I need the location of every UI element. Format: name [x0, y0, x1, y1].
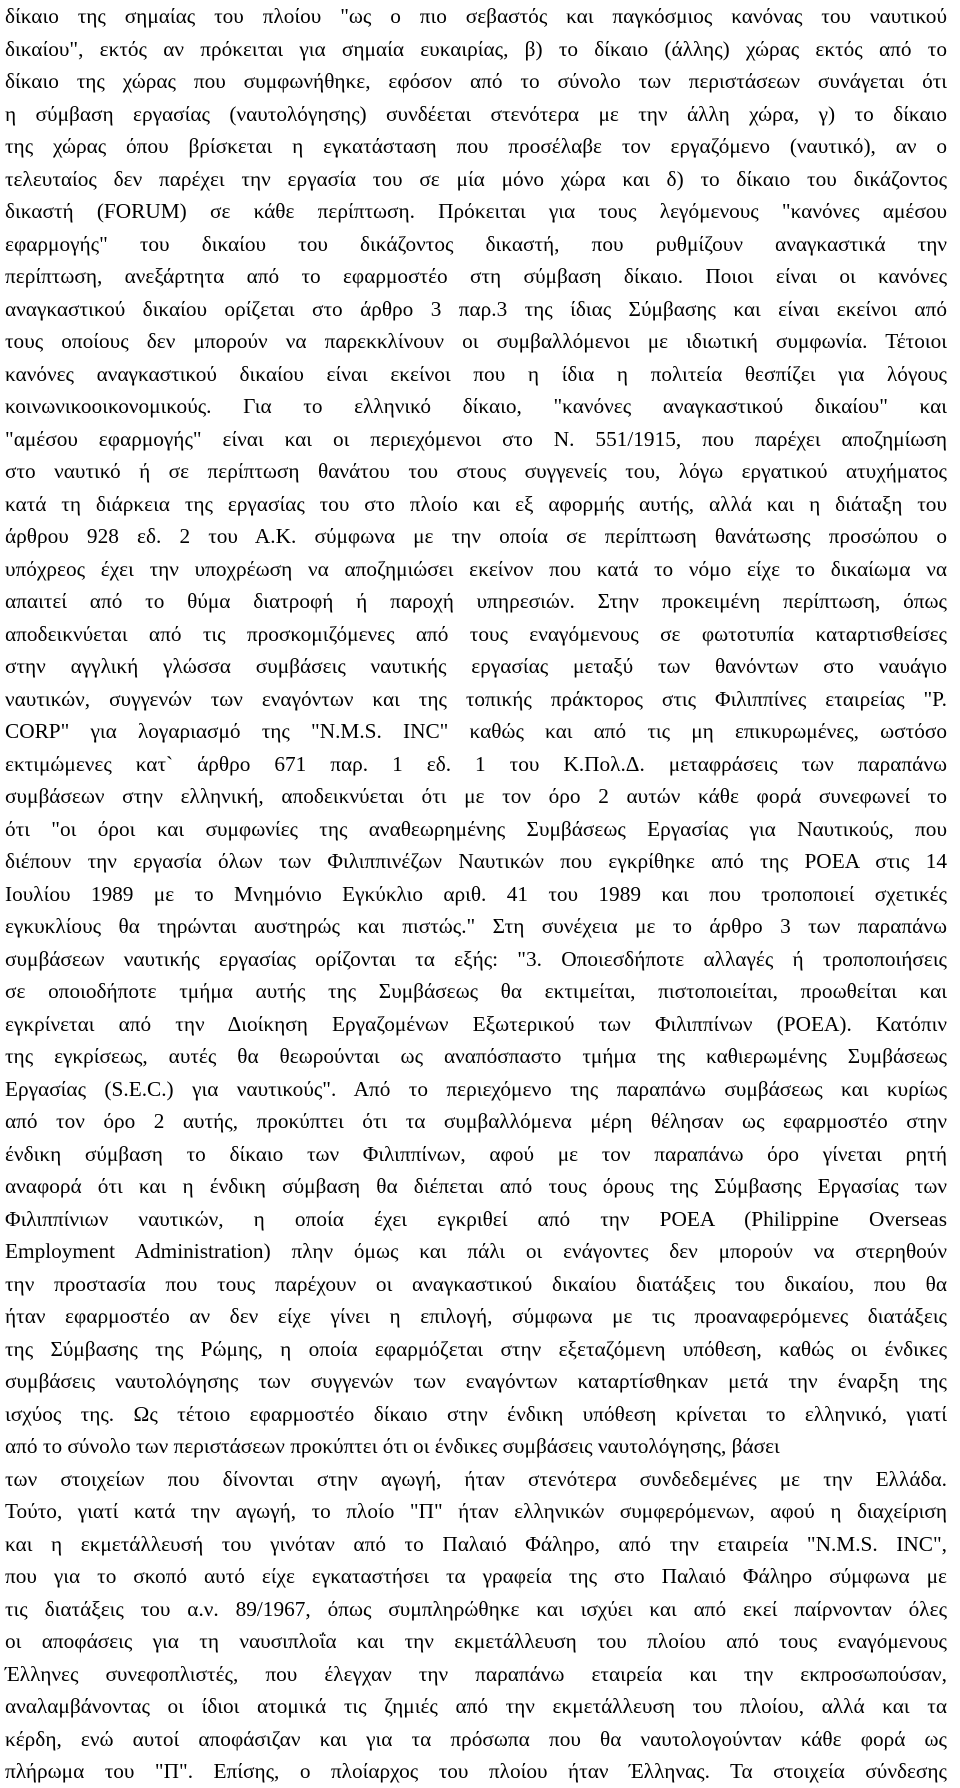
text-line: ήταν εφαρμοστέο αν δεν είχε γίνει η επιλογή, σύμφωνα με τις προαναφερόμενες διατάξεις — [5, 1304, 947, 1328]
text-line: δίκαιο της σημαίας του πλοίου "ως ο πιο σεβαστός και παγκόσμιος κανόνας του ναυτικού — [5, 4, 947, 28]
text-line: της εγκρίσεως, αυτές θα θεωρούνται ως αναπόσπαστο τμήμα της καθιερωμένης Συμβάσεως — [5, 1044, 947, 1068]
text-line: που για το σκοπό αυτό είχε εγκαταστήσει τα γραφεία της στο Παλαιό Φάληρο σύμφωνα με — [5, 1564, 947, 1588]
text-line: κατά τη διάρκεια της εργασίας του στο πλοίο και εξ αφορμής αυτής, αλλά και η διάταξη του — [5, 491, 947, 516]
text-line: Εργασίας (S.E.C.) για ναυτικούς". Από το περιεχόμενο της παραπάνω συμβάσεως και κυρίως — [5, 1076, 947, 1101]
text-line: εγκρίνεται από την Διοίκηση Εργαζομένων Εξωτερικού των Φιλιππίνων (ΡΟΕΑ). Κατόπιν — [5, 1011, 947, 1036]
text-line: η σύμβαση εργασίας (ναυτολόγησης) συνδέεται στενότερα με την άλλη χώρα, γ) το δίκαιο — [5, 101, 947, 126]
text-line: αναλαμβάνοντας οι ίδιοι ατομικά τις ζημιές από την εκμετάλλευση του πλοίου, αλλά και τα — [5, 1694, 947, 1718]
text-line: εγκυκλίους θα τηρώνται αυστηρώς και πιστώς." Στη συνέχεια με το άρθρο 3 των παραπάνω — [5, 914, 947, 938]
text-line: σε οποιοδήποτε τμήμα αυτής της Συμβάσεως θα εκτιμείται, πιστοποιείται, προωθείται και — [5, 979, 947, 1003]
text-line: ναυτικών, συγγενών των εναγόντων και της τοπικής πράκτορος στις Φιλιππίνες εταιρείας "Ρ. — [5, 686, 947, 711]
text-line: δικαίου", εκτός αν πρόκειται για σημαία ευκαιρίας, β) το δίκαιο (άλλης) χώρας εκτός από το — [5, 36, 947, 61]
text-line: διέπουν την εργασία όλων των Φιλιππινέζων Ναυτικών που εγκρίθηκε από της ΡΟΕΑ στις 14 — [5, 849, 947, 873]
text-line: κοινωνικοοικονομικούς. Για το ελληνικό δίκαιο, "κανόνες αναγκαστικού δικαίου" και — [5, 394, 947, 418]
text-line: δικαστή (FORUM) σε κάθε περίπτωση. Πρόκειται για τους λεγόμενους "κανόνες αμέσου — [5, 199, 947, 223]
text-line: κέρδη, ενώ αυτοί αποφάσιζαν και για τα πρόσωπα που θα ναυτολογούνταν κάθε φορά ως — [5, 1726, 947, 1751]
text-line: της Σύμβασης της Ρώμης, η οποία εφαρμόζεται στην εξεταζόμενη υπόθεση, καθώς οι ένδικες — [5, 1336, 947, 1361]
text-line: κανόνες αναγκαστικού δικαίου είναι εκείνοι που η ίδια η πολιτεία θεσπίζει για λόγους — [5, 361, 947, 386]
text-line: εκτιμώμενες κατ` άρθρο 671 παρ. 1 εδ. 1 του Κ.Πολ.Δ. μεταφράσεις των παραπάνω — [5, 751, 947, 776]
text-line: εφαρμογής" του δικαίου του δικάζοντος δικαστή, που ρυθμίζουν αναγκαστικά την — [5, 231, 947, 256]
text-line: άρθρου 928 εδ. 2 του Α.Κ. σύμφωνα με την οποία σε περίπτωση θανάτωσης προσώπου ο — [5, 524, 947, 548]
text-line: τις διατάξεις του α.ν. 89/1967, όπως συμπληρώθηκε και ισχύει και από εκεί παίρνονταν όλες — [5, 1596, 947, 1621]
text-line: τελευταίος δεν παρέχει την εργασία του σε μία μόνο χώρα και δ) το δίκαιο του δικάζοντος — [5, 166, 947, 191]
text-line: οι αποφάσεις για τη ναυσιπλοΐα και την εκμετάλλευση του πλοίου από τους εναγόμενους — [5, 1629, 947, 1653]
text-line: Τούτο, γιατί κατά την αγωγή, το πλοίο "Π" ήταν ελληνικών συμφερόμενων, αφού η διαχείριση — [5, 1499, 947, 1523]
text-line: αναγκαστικού δικαίου ορίζεται στο άρθρο 3 παρ.3 της ίδιας Σύμβασης και είναι εκείνοι από — [5, 296, 947, 321]
text-line: Φιλιππίνιων ναυτικών, η οποία έχει εγκριθεί από την POEA (Philippine Overseas — [5, 1206, 947, 1231]
text-line: των στοιχείων που δίνονται στην αγωγή, ήταν στενότερα συνδεδεμένες με την Ελλάδα. — [5, 1466, 947, 1491]
text-line: συμβάσεων ναυτικής εργασίας ορίζονται τα εξής: "3. Οποιεσδήποτε αλλαγές ή τροποποιήσεις — [5, 946, 947, 971]
document-page — [5, 0, 947, 1788]
text-line: "αμέσου εφαρμογής" είναι και οι περιεχόμενοι στο Ν. 551/1915, που παρέχει αποζημίωση — [5, 426, 947, 451]
text-line: αποδεικνύεται από τις προσκομιζόμενες από τους εναγόμενους σε φωτοτυπία καταρτισθείσες — [5, 621, 947, 646]
text-line: υπόχρεος έχει την υποχρέωση να αποζημιώσει εκείνον που κατά το νόμο είχε το δικαίωμα να — [5, 556, 947, 581]
text-line: συμβάσεις ναυτολόγησης των συγγενών των εναγόντων καταρτίσθηκαν μετά την έναρξη της — [5, 1369, 947, 1393]
text-line: Ιουλίου 1989 με το Μνημόνιο Εγκύκλιο αριθ. 41 του 1989 και που τροποποιεί σχετικές — [5, 881, 947, 906]
text-line: ισχύος της. Ως τέτοιο εφαρμοστέο δίκαιο στην ένδικη υπόθεση κρίνεται το ελληνικό, γιατί — [5, 1401, 947, 1426]
text-line: αναφορά ότι και η ένδικη σύμβαση θα διέπεται από τους όρους της Σύμβασης Εργασίας των — [5, 1174, 947, 1198]
text-line: από τον όρο 2 αυτής, προκύπτει ότι τα συμβαλλόμενα μέρη θέλησαν ως εφαρμοστέο στην — [5, 1109, 947, 1133]
text-line: Έλληνες συνεφοπλιστές, που έλεγχαν την παραπάνω εταιρεία και την εκπροσωπούσαν, — [5, 1661, 947, 1686]
text-line: στο ναυτικό ή σε περίπτωση θανάτου του στους συγγενείς του, λόγω εργατικού ατυχήματος — [5, 459, 947, 483]
text-line: δίκαιο της χώρας που συμφωνήθηκε, εφόσον από το σύνολο των περιστάσεων συνάγεται ότι — [5, 69, 947, 93]
text-line: πλήρωμα του "Π". Επίσης, ο πλοίαρχος του πλοίου ήταν Έλληνας. Τα στοιχεία σύνδεσης — [5, 1759, 947, 1783]
text-line: απαιτεί από το θύμα διατροφή ή παροχή υπηρεσιών. Στην προκειμένη περίπτωση, όπως — [5, 589, 947, 613]
text-line: της χώρας όπου βρίσκεται η εγκατάσταση που προσέλαβε τον εργαζόμενο (ναυτικό), αν ο — [5, 134, 947, 158]
text-line: συμβάσεων στην ελληνική, αποδεικνύεται ότι με τον όρο 2 αυτών κάθε φορά συνεφωνεί το — [5, 784, 947, 808]
text-line: ένδικη σύμβαση το δίκαιο των Φιλιππίνων, αφού με τον παραπάνω όρο γίνεται ρητή — [5, 1141, 947, 1166]
text-line: την προστασία που τους παρέχουν οι αναγκαστικού δικαίου διατάξεις του δικαίου, που θα — [5, 1271, 947, 1296]
text-line: περίπτωση, ανεξάρτητα από το εφαρμοστέο στη σύμβαση δίκαιο. Ποιοι είναι οι κανόνες — [5, 264, 947, 288]
text-line: από το σύνολο των περιστάσεων προκύπτει ότι οι ένδικες συμβάσεις ναυτολόγησης, βάσει — [5, 1434, 780, 1458]
text-line: CORP" για λογαριασμό της "N.M.S. INC" καθώς και από τις μη επικυρωμένες, ωστόσο — [5, 719, 947, 743]
text-line: ότι "οι όροι και συμφωνίες της αναθεωρημένης Συμβάσεως Εργασίας για Ναυτικούς, που — [5, 816, 947, 841]
text-line: και η εκμετάλλευσή του γινόταν από το Παλαιό Φάληρο, από την εταιρεία "N.M.S. INC", — [5, 1531, 947, 1556]
text-line: στην αγγλική γλώσσα συμβάσεις ναυτικής εργασίας μεταξύ των θανόντων στο ναυάγιο — [5, 654, 947, 678]
text-line: τους οποίους δεν μπορούν να παρεκκλίνουν οι συμβαλλόμενοι με ιδιωτική συμφωνία. Τέτοιοι — [5, 329, 947, 353]
text-line: Employment Administration) πλην όμως και πάλι οι ενάγοντες δεν μπορούν να στερηθούν — [5, 1239, 947, 1263]
